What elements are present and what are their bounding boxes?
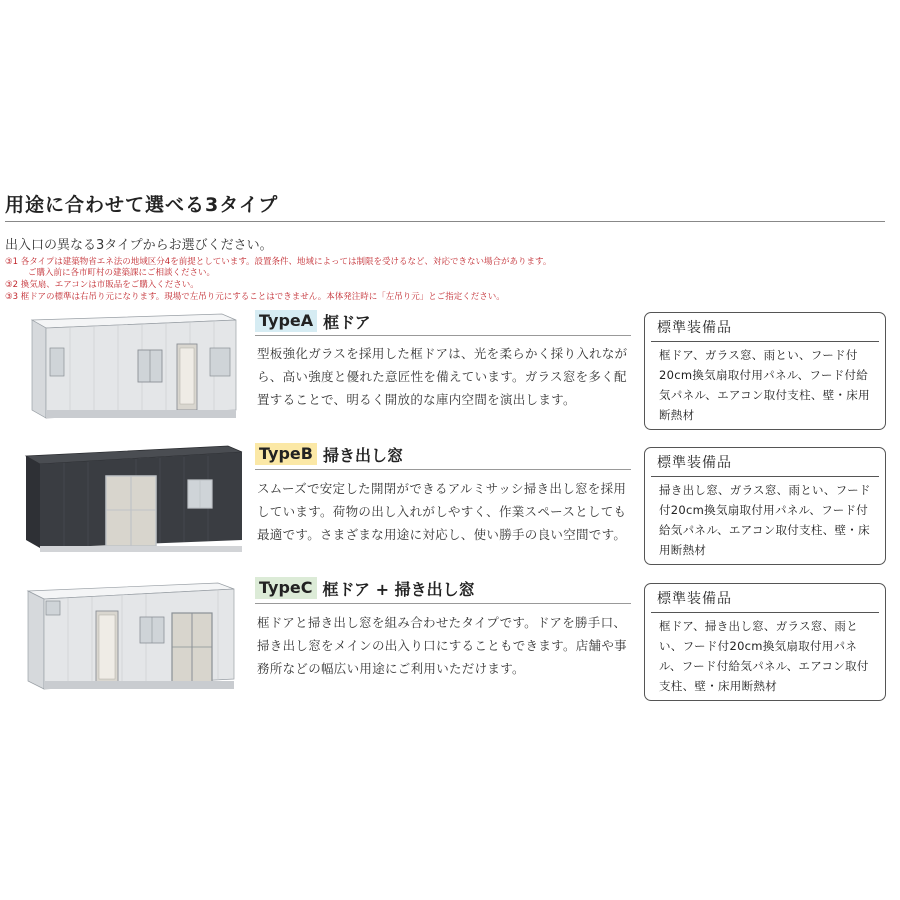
type-b-divider xyxy=(255,469,631,470)
type-a-divider xyxy=(255,335,631,336)
type-a-name: 框ドア xyxy=(323,312,371,332)
type-b-equipment-box xyxy=(644,447,886,565)
type-c-description: 框ドアと掃き出し窓を組み合わせたタイプです。ドアを勝手口、掃き出し窓をメインの出入り口にすることもできます。店舗や事務所などの幅広い用途にご利用いただけます。 xyxy=(257,615,627,676)
type-a-equipment-box xyxy=(644,312,886,430)
type-a-shed-image xyxy=(22,306,244,431)
type-a-description: 型板強化ガラスを採用した框ドアは、光を柔らかく採り入れながら、高い強度と優れた意匠性を備えています。ガラス窓を多く配置することで、明るく開放的な庫内空間を演出します。 xyxy=(257,346,628,407)
note-3: ③3 框ドアの標準は右吊り元になります。現場で左吊り元にすることはできません。本体発注時に「左吊り元」とご指定ください。 xyxy=(5,292,505,302)
intro-text: 出入口の異なる3タイプからお選びください。 xyxy=(5,238,273,253)
type-b-title xyxy=(255,443,403,465)
type-b-tag: TypeB xyxy=(255,443,317,465)
heading-divider xyxy=(5,221,885,222)
type-a-tag: TypeA xyxy=(255,310,317,332)
type-b-description: スムーズで安定した開閉ができるアルミサッシ掃き出し窓を採用しています。荷物の出し入れがしやすく、作業スペースとしても最適です。さまざまな用途に対応し、使い勝手の良い空間です。 xyxy=(257,481,627,542)
type-c-title xyxy=(255,577,475,599)
section-heading: 用途に合わせて選べる3タイプ xyxy=(5,194,279,216)
type-c-equipment-title: 標準装備品 xyxy=(657,591,732,607)
type-c-shed-image xyxy=(22,577,244,702)
note-1: ③1 各タイプは建築物省エネ法の地域区分4を前提としています。設置条件、地域によっては制限を受けるなど、対応できない場合があります。 xyxy=(5,257,552,267)
note-2: ③2 換気扇、エアコンは市販品をご購入ください。 xyxy=(5,280,199,290)
type-c-equipment-list: 框ドア、掃き出し窓、ガラス窓、雨とい、フード付20cm換気扇取付用パネル、フード付給気パネル、エアコン取付支柱、壁・床用断熱材 xyxy=(659,619,869,693)
type-c-divider xyxy=(255,603,631,604)
type-b-equipment-title: 標準装備品 xyxy=(657,455,732,471)
type-a-equipment-title: 標準装備品 xyxy=(657,320,732,336)
type-c-name: 框ドア + 掃き出し窓 xyxy=(322,579,475,599)
type-b-shed-image xyxy=(22,440,244,565)
type-a-equipment-list: 框ドア、ガラス窓、雨とい、フード付20cm換気扇取付用パネル、フード付給気パネル、エアコン取付支柱、壁・床用断熱材 xyxy=(659,348,870,422)
type-b-name: 掃き出し窓 xyxy=(322,445,403,465)
type-c-equipment-box xyxy=(644,583,886,701)
type-c-tag: TypeC xyxy=(255,577,317,599)
note-1-cont: ご購入前に各市町村の建築課にご相談ください。 xyxy=(28,268,216,278)
type-a-title xyxy=(255,310,371,332)
type-b-equipment-list: 掃き出し窓、ガラス窓、雨とい、フード付20cm換気扇取付用パネル、フード付給気パネル、エアコン取付支柱、壁・床用断熱材 xyxy=(659,483,871,557)
